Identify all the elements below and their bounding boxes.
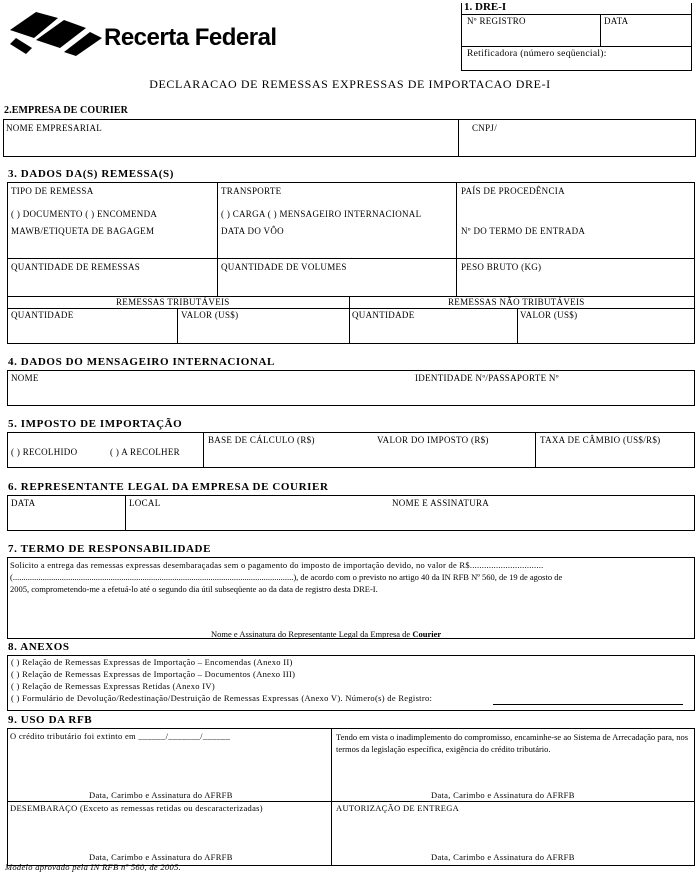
termo-signature-courier: Courier <box>412 629 442 639</box>
numero-registro-line[interactable] <box>493 704 683 705</box>
representante-local-label: LOCAL <box>129 498 161 508</box>
receita-logo-icon <box>6 8 104 58</box>
transporte-label: TRANSPORTE <box>221 186 282 196</box>
recolhido-option[interactable]: ( ) RECOLHIDO <box>11 447 78 457</box>
quantidade-nao-trib-label: QUANTIDADE <box>352 310 415 320</box>
termo-signature-text: Nome e Assinatura do Representante Legal da Empresa de <box>211 629 413 639</box>
peso-bruto-label: PESO BRUTO (KG) <box>461 262 542 272</box>
afrfb-signature-1: Data, Carimbo e Assinatura do AFRFB <box>89 790 233 800</box>
termo-signature <box>211 629 441 639</box>
tipo-remessa-options[interactable]: ( ) DOCUMENTO ( ) ENCOMENDA <box>11 209 158 219</box>
section-2-title: 2.EMPRESA DE COURIER <box>4 105 128 116</box>
section-7-title: 7. TERMO DE RESPONSABILIDADE <box>8 543 212 555</box>
footer-note: Modelo aprovado pela IN RFB nº 560, de 2005. <box>5 862 182 872</box>
anexo-item-4[interactable]: ( ) Formulário de Devolução/Redestinação/Destruição de Remessas Expressas (Anexo V). Número(s) de Registro: <box>11 693 433 703</box>
afrfb-signature-3: Data, Carimbo e Assinatura do AFRFB <box>89 852 233 862</box>
desembaraco-label: DESEMBARAÇO (Exceto as remessas retidas ou descaracterizadas) <box>10 803 263 813</box>
tipo-remessa-label: TIPO DE REMESSA <box>11 186 94 196</box>
form-title: DECLARACAO DE REMESSAS EXPRESSAS DE IMPORTACAO DRE-I <box>149 77 551 91</box>
logo-text: Recerta Federal <box>104 24 277 51</box>
anexo-item-2[interactable]: ( ) Relação de Remessas Expressas de Importação – Documentos (Anexo III) <box>11 669 296 679</box>
qtd-volumes-label: QUANTIDADE DE VOLUMES <box>221 262 347 272</box>
quantidade-trib-label: QUANTIDADE <box>11 310 74 320</box>
mensageiro-nome-label: NOME <box>11 373 39 383</box>
anexo-item-3[interactable]: ( ) Relação de Remessas Expressas Retidas (Anexo IV) <box>11 681 215 691</box>
qtd-remessas-label: QUANTIDADE DE REMESSAS <box>11 262 141 272</box>
cnpj-label: CNPJ/ <box>472 123 498 133</box>
identidade-label: IDENTIDADE Nº/PASSAPORTE Nº <box>415 373 559 383</box>
representante-data-label: DATA <box>11 498 36 508</box>
tendo-em-vista-text: Tendo em vista o inadimplemento do compromisso, encaminhe-se ao Sistema de Arrecadação para, nos termos da legislação específica, exigência do crédito tributário. <box>336 732 688 754</box>
section-4-title: 4. DADOS DO MENSAGEIRO INTERNACIONAL <box>8 356 275 368</box>
termo-line-2: (....................................................................................................................................), de acordo com o previsto no artigo 40 da IN RFB Nº 560, de 19 de agosto de <box>10 572 563 582</box>
a-recolher-option[interactable]: ( ) A RECOLHER <box>110 447 180 457</box>
valor-nao-trib-label: VALOR (US$) <box>520 310 578 320</box>
valor-imposto-label: VALOR DO IMPOSTO (R$) <box>377 435 489 445</box>
data-voo-label: DATA DO VÔO <box>221 226 284 236</box>
section-6-title: 6. REPRESENTANTE LEGAL DA EMPRESA DE COURIER <box>8 481 329 493</box>
retificadora-label: Retificadora (número seqüencial): <box>467 49 607 59</box>
mawb-label: MAWB/ETIQUETA DE BAGAGEM <box>11 226 155 236</box>
data-label: DATA <box>604 16 629 26</box>
taxa-cambio-label: TAXA DE CÂMBIO (US$/R$) <box>540 435 661 445</box>
registro-label: Nº REGISTRO <box>467 16 526 26</box>
dre-title: 1. DRE-I <box>464 1 507 13</box>
base-calculo-label: BASE DE CÁLCULO (R$) <box>208 435 315 445</box>
valor-trib-label: VALOR (US$) <box>181 310 239 320</box>
section-3-title: 3. DADOS DA(S) REMESSA(S) <box>8 168 174 180</box>
remessas-tributaveis-label: REMESSAS TRIBUTÁVEIS <box>116 297 230 307</box>
nome-empresarial-label: NOME EMPRESARIAL <box>6 123 103 133</box>
afrfb-signature-4: Data, Carimbo e Assinatura do AFRFB <box>431 852 575 862</box>
anexo-item-1[interactable]: ( ) Relação de Remessas Expressas de Importação – Encomendas (Anexo II) <box>11 657 293 667</box>
afrfb-signature-2: Data, Carimbo e Assinatura do AFRFB <box>431 790 575 800</box>
credito-extinto-label[interactable]: O crédito tributário foi extinto em ______/_______/______ <box>10 731 231 741</box>
termo-line-3: 2005, comprometendo-me a efetuá-lo até o segundo dia útil subseqüente ao da data de registro desta DRE-I. <box>10 584 378 594</box>
termo-line-1: Solicito a entrega das remessas expressas desembaraçadas sem o pagamento do imposto de importação devido, no valor de R$............................... <box>10 560 544 570</box>
logo <box>6 8 296 58</box>
section-8-title: 8. ANEXOS <box>8 641 70 653</box>
remessas-nao-tributaveis-label: REMESSAS NÃO TRIBUTÁVEIS <box>448 297 585 307</box>
pais-procedencia-label: PAÍS DE PROCEDÊNCIA <box>461 186 565 196</box>
representante-nome-label: NOME E ASSINATURA <box>392 498 490 508</box>
section-5-title: 5. IMPOSTO DE IMPORTAÇÃO <box>8 418 183 430</box>
section-9-title: 9. USO DA RFB <box>8 714 93 726</box>
transporte-options[interactable]: ( ) CARGA ( ) MENSAGEIRO INTERNACIONAL <box>221 209 422 219</box>
autorizacao-label: AUTORIZAÇÃO DE ENTREGA <box>336 803 460 813</box>
termo-entrada-label: Nº DO TERMO DE ENTRADA <box>461 226 586 236</box>
